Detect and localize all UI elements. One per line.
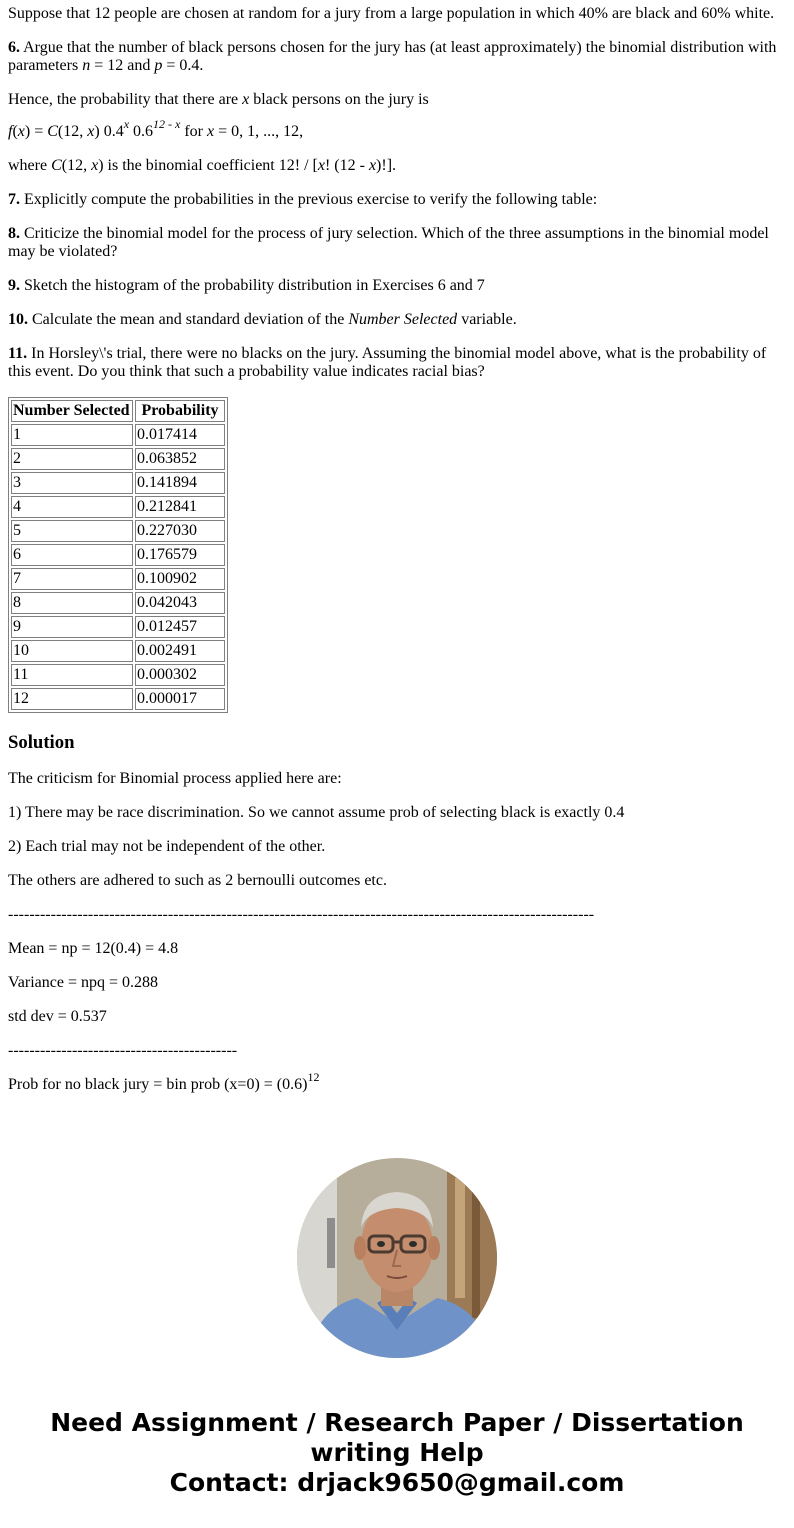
formula-part: for [180, 123, 207, 140]
question-6 [8, 39, 786, 75]
author-photo [297, 1158, 497, 1358]
cell-number: 2 [11, 448, 133, 470]
var-c: C [51, 157, 62, 174]
cell-number: 3 [11, 472, 133, 494]
table-row [11, 448, 225, 470]
where-text: )!]. [376, 157, 397, 174]
var-x: x [91, 157, 99, 174]
cell-probability: 0.141894 [135, 472, 225, 494]
question-text: Criticize the binomial model for the process of jury selection. Which of the three assumptions in the binomial model may be violated? [8, 225, 769, 260]
cell-number: 12 [11, 688, 133, 710]
probability-text: Prob for no black jury = bin prob (x=0) = (0.6) [8, 1076, 308, 1093]
formula-x: x [207, 123, 215, 140]
stddev-line: std dev = 0.537 [8, 1008, 107, 1025]
cell-probability: 0.227030 [135, 520, 225, 542]
cell-number: 8 [11, 592, 133, 614]
table-row [11, 640, 225, 662]
cell-probability: 0.042043 [135, 592, 225, 614]
formula-exponent: x [123, 116, 130, 131]
mean-line: Mean = np = 12(0.4) = 4.8 [8, 940, 179, 957]
formula-c: C [47, 123, 58, 140]
hence-paragraph [8, 91, 786, 109]
formula-f: f [8, 123, 13, 140]
cell-probability: 0.000302 [135, 664, 225, 686]
promo-contact: Contact: drjack9650@gmail.com [169, 1468, 625, 1497]
formula-part: ( [12, 123, 18, 140]
solution-line: 2) Each trial may not be independent of the other. [8, 838, 326, 855]
cell-number: 1 [11, 424, 133, 446]
question-number: 11. [8, 345, 28, 362]
var-x: x [242, 91, 250, 108]
question-text: variable. [457, 311, 517, 328]
question-11 [8, 345, 786, 381]
cell-number: 10 [11, 640, 133, 662]
cell-probability: 0.002491 [135, 640, 225, 662]
cell-probability: 0.012457 [135, 616, 225, 638]
table-row [11, 664, 225, 686]
formula-exponent: 12 - x [153, 116, 181, 131]
where-paragraph [8, 157, 786, 175]
solution-line: 1) There may be race discrimination. So we cannot assume prob of selecting black is exactly 0.4 [8, 804, 625, 821]
question-number: 8. [8, 225, 20, 242]
cell-number: 5 [11, 520, 133, 542]
question-text: Explicitly compute the probabilities in the previous exercise to verify the following table: [20, 191, 598, 208]
cell-probability: 0.212841 [135, 496, 225, 518]
question-number: 6. [8, 39, 20, 56]
binomial-formula [8, 116, 786, 141]
where-text: (12, [61, 157, 92, 174]
question-number: 7. [8, 191, 20, 208]
header-probability: Probability [135, 400, 225, 422]
formula-part: (12, [57, 123, 88, 140]
cell-probability: 0.000017 [135, 688, 225, 710]
var-p: p [154, 57, 163, 74]
promo-line: Need Assignment / Research Paper / Dissertation [50, 1408, 744, 1437]
cell-number: 6 [11, 544, 133, 566]
cell-probability: 0.017414 [135, 424, 225, 446]
portrait-image [297, 1158, 497, 1358]
cell-probability: 0.100902 [135, 568, 225, 590]
header-number-selected: Number Selected [11, 400, 133, 422]
var-x: x [317, 157, 325, 174]
cell-number: 7 [11, 568, 133, 590]
question-text: Sketch the histogram of the probability distribution in Exercises 6 and 7 [20, 277, 485, 294]
question-number: 9. [8, 277, 20, 294]
cell-number: 4 [11, 496, 133, 518]
question-text: = 0.4. [162, 57, 204, 74]
cell-probability: 0.063852 [135, 448, 225, 470]
formula-x: x [87, 123, 95, 140]
formula-part: 0.6 [129, 123, 154, 140]
question-8 [8, 225, 786, 261]
question-text: = 12 and [90, 57, 155, 74]
hence-text: Hence, the probability that there are [8, 91, 243, 108]
table-row [11, 688, 225, 710]
divider-line: -------------------------------------------------------------------------------------------------------------- [8, 906, 595, 923]
table-row [11, 496, 225, 518]
table-row [11, 472, 225, 494]
table-row [11, 568, 225, 590]
table-row [11, 544, 225, 566]
question-italic-term: Number Selected [348, 311, 458, 328]
probability-table [8, 397, 228, 713]
table-header-row [11, 400, 225, 422]
solution-line: The criticism for Binomial process applied here are: [8, 770, 342, 787]
cell-probability: 0.176579 [135, 544, 225, 566]
formula-part: = 0, 1, ..., 12, [214, 123, 304, 140]
document-body [0, 5, 794, 1094]
where-text: where [8, 157, 52, 174]
variance-line: Variance = npq = 0.288 [8, 974, 159, 991]
table-row [11, 592, 225, 614]
question-7 [8, 191, 786, 209]
question-9 [8, 277, 786, 295]
table-row [11, 616, 225, 638]
table-row [11, 424, 225, 446]
question-10 [8, 311, 786, 329]
cell-number: 9 [11, 616, 133, 638]
where-text: ! (12 - [324, 157, 369, 174]
formula-part: ) 0.4 [94, 123, 124, 140]
hence-text: black persons on the jury is [249, 91, 429, 108]
question-text: Calculate the mean and standard deviation of the [28, 311, 349, 328]
promo-line: writing Help [310, 1438, 484, 1467]
intro-paragraph: Suppose that 12 people are chosen at random for a jury from a large population in which 40% are black and 60% white. [8, 5, 775, 22]
probability-exponent: 12 [307, 1069, 320, 1084]
promo-banner [0, 1408, 794, 1498]
question-text: Argue that the number of black persons chosen for the jury has (at least approximately) the binomial distribution with parameters [8, 39, 777, 74]
solution-heading: Solution [8, 732, 75, 753]
question-text: In Horsley\'s trial, there were no blacks on the jury. Assuming the binomial model above, what is the probability of this event. Do you think that such a probability value indicates racial bias? [8, 345, 767, 380]
where-text: ) is the binomial coefficient 12! / [ [98, 157, 318, 174]
question-number: 10. [8, 311, 28, 328]
var-n: n [82, 57, 91, 74]
probability-line [8, 1069, 786, 1094]
var-x: x [368, 157, 377, 174]
solution-line: The others are adhered to such as 2 bernoulli outcomes etc. [8, 872, 387, 889]
formula-part: ) = [24, 123, 48, 140]
divider-line: ------------------------------------------- [8, 1042, 238, 1059]
formula-x: x [17, 123, 25, 140]
cell-number: 11 [11, 664, 133, 686]
table-row [11, 520, 225, 542]
